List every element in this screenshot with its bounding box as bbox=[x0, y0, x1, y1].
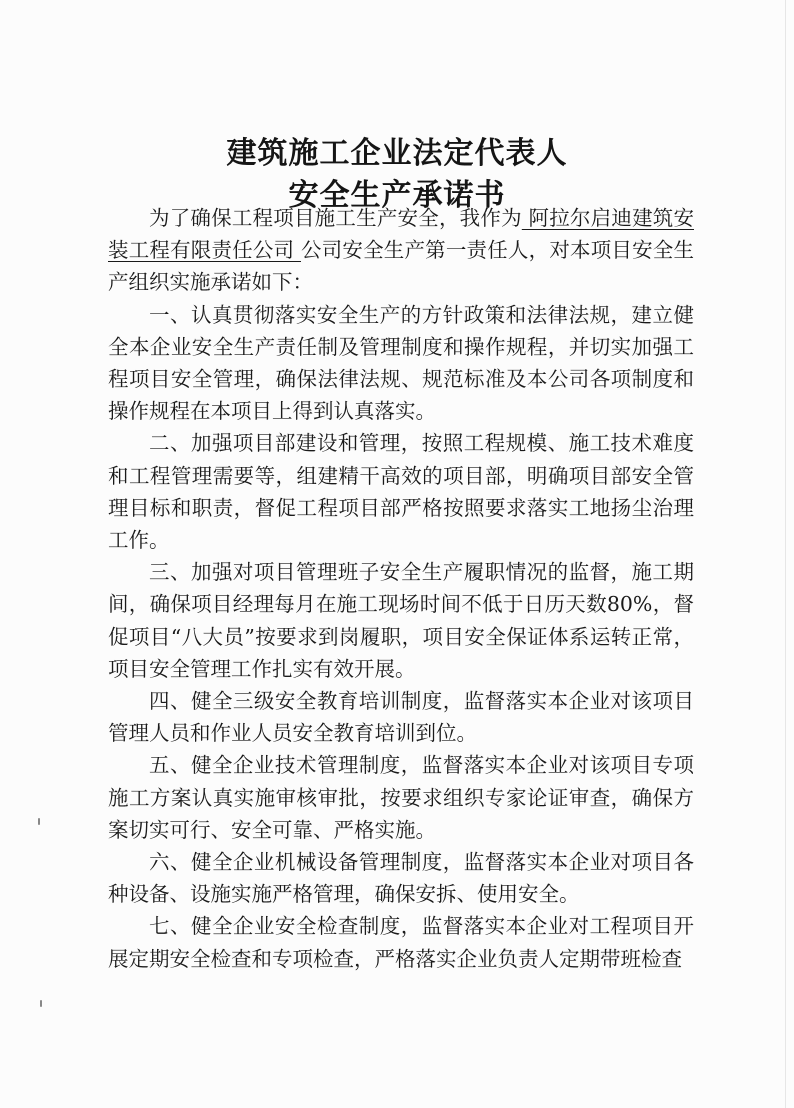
commitment-paragraph-4: 四、健全三级安全教育培训制度，监督落实本企业对该项目管理人员和作业人员安全教育培训到位。 bbox=[108, 689, 694, 746]
commitment-paragraph-7: 七、健全企业安全检查制度，监督落实本企业对工程项目开展定期安全检查和专项检查，严格落实企业负责人定期带班检查 bbox=[108, 914, 694, 971]
commitment-paragraph-2: 二、加强项目部建设和管理，按照工程规模、施工技术难度和工程管理需要等，组建精干高效的项目部，明确项目部安全管理目标和职责，督促工程项目部严格按照要求落实工地扬尘治理工作。 bbox=[108, 431, 694, 553]
commitment-paragraph-3: 三、加强对项目管理班子安全生产履职情况的监督，施工期间，确保项目经理每月在施工现场时间不低于日历天数80%，督促项目“八大员”按要求到岗履职，项目安全保证体系运转正常，项目安全管理工作扎实有效开展。 bbox=[108, 560, 694, 681]
document-title-line2: 安全生产承诺书 bbox=[288, 178, 506, 213]
scan-margin-mark bbox=[38, 818, 40, 825]
scan-margin-mark bbox=[40, 1000, 42, 1007]
document-body bbox=[108, 202, 694, 975]
company-name: 阿拉尔启迪建筑安装工程有限责任公司 bbox=[108, 206, 694, 263]
intro-paragraph bbox=[108, 202, 694, 299]
intro-text-start: 为了确保工程项目施工生产安全，我作为 bbox=[149, 206, 522, 230]
commitment-paragraph-6: 六、健全企业机械设备管理制度，监督落实本企业对项目各种设备、设施实施严格管理，确保安拆、使用安全。 bbox=[108, 850, 694, 907]
commitment-paragraph-1: 一、认真贯彻落实安全生产的方针政策和法律法规，建立健全本企业安全生产责任制及管理制度和操作规程，并切实加强工程项目安全管理，确保法律法规、规范标准及本公司各项制度和操作规程在本项目上得到认真落实。 bbox=[108, 302, 694, 424]
intro-text-end: 公司安全生产第一责任人，对本项目安全生产组织实施承诺如下： bbox=[108, 238, 694, 295]
commitment-paragraph-5: 五、健全企业技术管理制度，监督落实本企业对该项目专项施工方案认真实施审核审批，按要求组织专家论证审查，确保方案切实可行、安全可靠、严格实施。 bbox=[108, 753, 694, 842]
document-title-line1: 建筑施工企业法定代表人 bbox=[226, 136, 568, 171]
